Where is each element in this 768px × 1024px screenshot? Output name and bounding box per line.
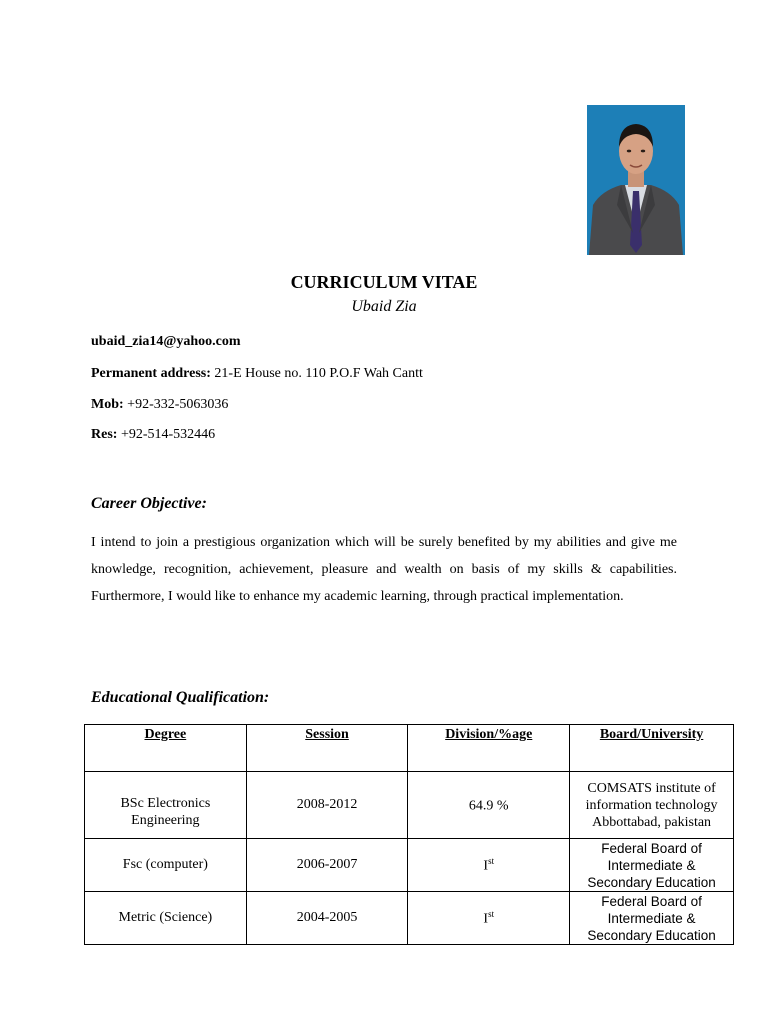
degree-cell: Fsc (computer) — [85, 839, 247, 892]
email-text: ubaid_zia14@yahoo.com — [91, 334, 241, 349]
candidate-name: Ubaid Zia — [351, 298, 417, 315]
degree-cell: BSc Electronics Engineering — [85, 772, 247, 839]
residence-label: Res: — [91, 427, 118, 442]
table-header-row — [85, 725, 734, 772]
profile-photo — [587, 105, 685, 255]
table-row — [85, 772, 734, 839]
residence-value: +92-514-532446 — [117, 427, 216, 442]
session-cell: 2006-2007 — [246, 839, 408, 892]
mobile-value: +92-332-5063036 — [123, 397, 229, 412]
session-cell: 2004-2005 — [246, 892, 408, 945]
division-cell — [408, 772, 570, 839]
division-value: 64.9 % — [468, 798, 509, 814]
education-table — [84, 724, 734, 945]
mobile-label: Mob: — [91, 397, 124, 412]
division-suffix: st — [488, 908, 495, 919]
division-suffix: st — [488, 855, 495, 866]
mobile-line — [91, 397, 228, 413]
column-header-degree: Degree — [85, 725, 247, 772]
session-cell: 2008-2012 — [246, 772, 408, 839]
career-objective-heading: Career Objective: — [91, 495, 207, 512]
table-row — [85, 892, 734, 945]
division-value: I — [483, 911, 489, 927]
address-line — [91, 366, 423, 382]
column-header-session: Session — [246, 725, 408, 772]
address-label: Permanent address: — [91, 366, 211, 381]
email-line — [91, 334, 241, 350]
address-value: 21-E House no. 110 P.O.F Wah Cantt — [210, 366, 423, 381]
column-header-board: Board/University — [570, 725, 734, 772]
career-objective-text: I intend to join a prestigious organization which will be surely benefited by my abilities and give me knowledge, recognition, achievement, pleasure and wealth on basis of my skills & capabilities. Furthermore, I would like to enhance my academic learning, through practical implementation. — [91, 535, 677, 604]
residence-line — [91, 427, 215, 443]
board-cell: Federal Board of Intermediate & Secondary Education — [570, 892, 734, 945]
division-cell — [408, 892, 570, 945]
division-cell — [408, 839, 570, 892]
board-cell: COMSATS institute of information technology Abbottabad, pakistan — [570, 772, 734, 839]
education-heading: Educational Qualification: — [91, 689, 270, 706]
column-header-division: Division/%age — [408, 725, 570, 772]
document-title: CURRICULUM VITAE — [290, 272, 478, 292]
board-cell: Federal Board of Intermediate & Secondary Education — [570, 839, 734, 892]
degree-cell: Metric (Science) — [85, 892, 247, 945]
table-row — [85, 839, 734, 892]
division-value: I — [483, 858, 489, 874]
